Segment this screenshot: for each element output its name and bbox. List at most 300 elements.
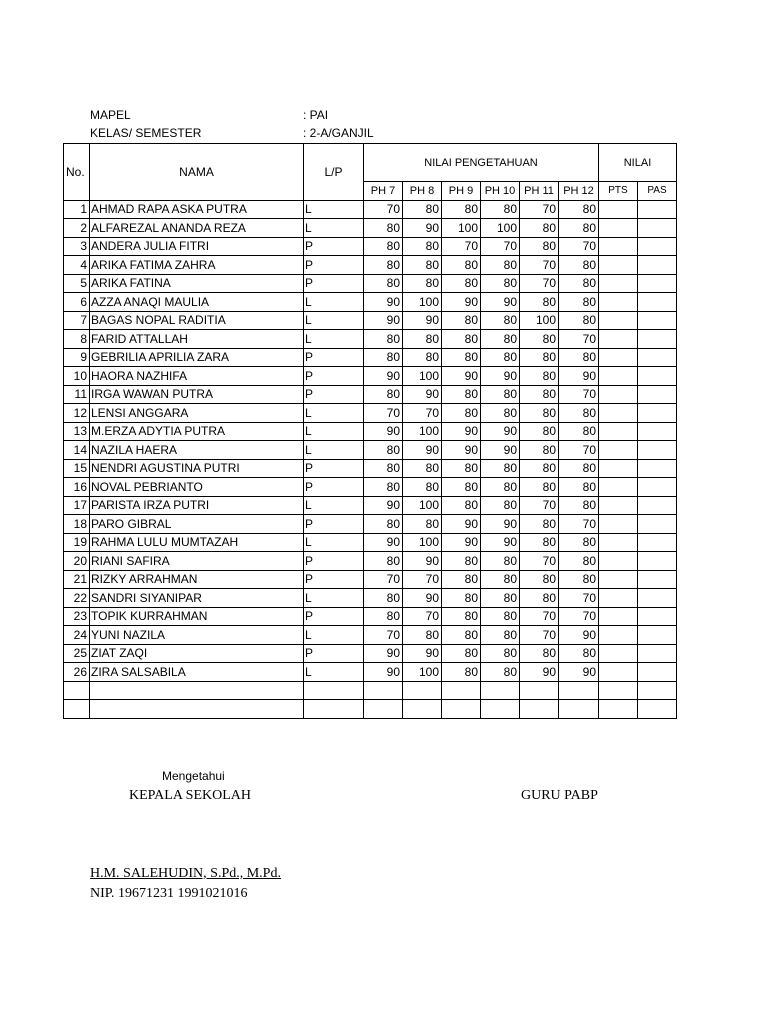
ph-score-cell: 70 [559, 385, 599, 404]
pts-cell [599, 663, 638, 682]
ph-score-cell: 90 [364, 311, 403, 330]
empty-cell [304, 700, 364, 719]
ph-score-cell: 90 [442, 293, 481, 312]
gender-cell: P [304, 515, 364, 534]
ph-score-cell: 90 [520, 663, 559, 682]
gender-cell: L [304, 626, 364, 645]
ph-score-cell: 70 [364, 404, 403, 423]
row-number: 19 [64, 533, 90, 552]
ph-score-cell: 80 [559, 644, 599, 663]
empty-cell [442, 681, 481, 700]
pts-cell [599, 348, 638, 367]
ph-score-cell: 80 [481, 626, 520, 645]
gender-cell: P [304, 237, 364, 256]
ph-score-cell: 80 [559, 311, 599, 330]
row-number: 15 [64, 459, 90, 478]
ph-score-cell: 80 [364, 348, 403, 367]
pas-cell [638, 496, 677, 515]
row-number: 24 [64, 626, 90, 645]
guru-pabp-title: GURU PABP [521, 788, 598, 803]
empty-cell [364, 700, 403, 719]
pas-cell [638, 552, 677, 571]
table-row [64, 422, 677, 441]
ph-score-cell: 90 [403, 589, 442, 608]
pas-cell [638, 293, 677, 312]
grades-body [64, 200, 677, 718]
ph-score-cell: 70 [442, 237, 481, 256]
row-number: 26 [64, 663, 90, 682]
ph-score-cell: 80 [481, 200, 520, 219]
ph-score-cell: 80 [442, 404, 481, 423]
ph-score-cell: 80 [520, 367, 559, 386]
ph-score-cell: 80 [481, 570, 520, 589]
ph-score-cell: 80 [520, 515, 559, 534]
row-number: 20 [64, 552, 90, 571]
ph-score-cell: 90 [481, 441, 520, 460]
mengetahui-label: Mengetahui [162, 769, 225, 783]
ph-score-cell: 80 [520, 570, 559, 589]
ph-score-cell: 70 [520, 607, 559, 626]
ph-score-cell: 80 [520, 404, 559, 423]
kepala-sekolah-title: KEPALA SEKOLAH [129, 788, 251, 803]
ph-score-cell: 80 [481, 552, 520, 571]
ph-score-cell: 70 [520, 256, 559, 275]
empty-cell [599, 681, 638, 700]
ph-score-cell: 90 [403, 644, 442, 663]
empty-cell [481, 681, 520, 700]
pas-cell [638, 607, 677, 626]
ph-score-cell: 70 [364, 626, 403, 645]
ph-score-cell: 80 [364, 552, 403, 571]
ph-score-cell: 80 [403, 515, 442, 534]
ph-score-cell: 90 [481, 533, 520, 552]
pas-cell [638, 404, 677, 423]
ph-score-cell: 80 [442, 348, 481, 367]
kepala-sekolah-name: H.M. SALEHUDIN, S.Pd., M.Pd. [90, 866, 281, 881]
empty-cell [599, 700, 638, 719]
ph-score-cell: 80 [481, 607, 520, 626]
ph-score-cell: 80 [520, 533, 559, 552]
student-name: LENSI ANGGARA [90, 404, 304, 423]
pas-cell [638, 367, 677, 386]
ph-score-cell: 80 [559, 552, 599, 571]
pas-cell [638, 663, 677, 682]
gender-cell: P [304, 367, 364, 386]
ph-score-cell: 80 [559, 533, 599, 552]
row-number: 21 [64, 570, 90, 589]
ph-score-cell: 80 [364, 256, 403, 275]
ph-score-cell: 80 [481, 478, 520, 497]
ph-score-cell: 80 [520, 441, 559, 460]
ph-score-cell: 80 [481, 348, 520, 367]
pts-cell [599, 478, 638, 497]
row-number: 4 [64, 256, 90, 275]
gender-cell: L [304, 589, 364, 608]
ph-score-cell: 80 [559, 422, 599, 441]
ph-score-cell: 70 [403, 570, 442, 589]
ph-score-cell: 90 [364, 533, 403, 552]
student-name: NOVAL PEBRIANTO [90, 478, 304, 497]
student-name: ARIKA FATINA [90, 274, 304, 293]
ph-score-cell: 90 [364, 367, 403, 386]
ph-score-cell: 90 [481, 515, 520, 534]
gender-cell: L [304, 330, 364, 349]
ph-score-cell: 80 [442, 385, 481, 404]
pas-cell [638, 385, 677, 404]
table-row [64, 348, 677, 367]
student-name: BAGAS NOPAL RADITIA [90, 311, 304, 330]
pas-cell [638, 330, 677, 349]
student-name: ZIRA SALSABILA [90, 663, 304, 682]
gender-cell: P [304, 274, 364, 293]
empty-cell [559, 700, 599, 719]
row-number: 13 [64, 422, 90, 441]
ph-score-cell: 90 [364, 663, 403, 682]
ph-score-cell: 80 [559, 293, 599, 312]
ph-score-cell: 80 [403, 237, 442, 256]
row-number: 10 [64, 367, 90, 386]
header-lp: L/P [304, 144, 364, 201]
pts-cell [599, 274, 638, 293]
ph-score-cell: 80 [364, 237, 403, 256]
pas-cell [638, 256, 677, 275]
ph-score-cell: 80 [364, 478, 403, 497]
empty-cell [442, 700, 481, 719]
ph-score-cell: 70 [559, 441, 599, 460]
table-row [64, 330, 677, 349]
student-name: NENDRI AGUSTINA PUTRI [90, 459, 304, 478]
pts-cell [599, 311, 638, 330]
empty-cell [403, 700, 442, 719]
row-number: 25 [64, 644, 90, 663]
student-name: NAZILA HAERA [90, 441, 304, 460]
ph-score-cell: 80 [481, 589, 520, 608]
table-row [64, 644, 677, 663]
ph-score-cell: 70 [559, 330, 599, 349]
ph-score-cell: 90 [403, 385, 442, 404]
pas-cell [638, 644, 677, 663]
table-row [64, 293, 677, 312]
row-number: 8 [64, 330, 90, 349]
pts-cell [599, 607, 638, 626]
ph-score-cell: 70 [364, 200, 403, 219]
row-number: 7 [64, 311, 90, 330]
student-name: AZZA ANAQI MAULIA [90, 293, 304, 312]
pts-cell [599, 552, 638, 571]
pts-cell [599, 626, 638, 645]
pts-cell [599, 459, 638, 478]
ph-score-cell: 80 [481, 404, 520, 423]
ph-score-cell: 70 [364, 570, 403, 589]
ph-score-cell: 90 [364, 293, 403, 312]
row-number: 1 [64, 200, 90, 219]
ph-score-cell: 90 [403, 441, 442, 460]
ph-score-cell: 90 [481, 422, 520, 441]
header-ph-3: PH 9 [442, 182, 481, 201]
ph-score-cell: 80 [442, 478, 481, 497]
ph-score-cell: 80 [403, 330, 442, 349]
student-name: ANDERA JULIA FITRI [90, 237, 304, 256]
ph-score-cell: 80 [481, 459, 520, 478]
ph-score-cell: 80 [559, 404, 599, 423]
table-row [64, 626, 677, 645]
ph-score-cell: 80 [481, 330, 520, 349]
grades-table [63, 143, 677, 719]
ph-score-cell: 80 [442, 256, 481, 275]
row-number: 16 [64, 478, 90, 497]
ph-score-cell: 100 [403, 367, 442, 386]
pas-cell [638, 311, 677, 330]
ph-score-cell: 100 [520, 311, 559, 330]
table-row [64, 607, 677, 626]
ph-score-cell: 80 [559, 570, 599, 589]
ph-score-cell: 80 [559, 200, 599, 219]
gender-cell: P [304, 256, 364, 275]
ph-score-cell: 80 [403, 274, 442, 293]
ph-score-cell: 100 [403, 293, 442, 312]
ph-score-cell: 90 [364, 496, 403, 515]
empty-cell [304, 681, 364, 700]
ph-score-cell: 90 [442, 422, 481, 441]
ph-score-cell: 90 [481, 367, 520, 386]
ph-score-cell: 80 [520, 385, 559, 404]
pas-cell [638, 348, 677, 367]
ph-score-cell: 70 [559, 607, 599, 626]
table-row [64, 274, 677, 293]
gender-cell: L [304, 219, 364, 238]
ph-score-cell: 90 [559, 663, 599, 682]
pas-cell [638, 589, 677, 608]
gender-cell: L [304, 441, 364, 460]
ph-score-cell: 80 [442, 589, 481, 608]
header-ph-2: PH 8 [403, 182, 442, 201]
gender-cell: P [304, 552, 364, 571]
gender-cell: L [304, 293, 364, 312]
ph-score-cell: 90 [481, 293, 520, 312]
row-number: 18 [64, 515, 90, 534]
ph-score-cell: 80 [559, 478, 599, 497]
student-name: ZIAT ZAQI [90, 644, 304, 663]
pts-cell [599, 385, 638, 404]
ph-score-cell: 100 [442, 219, 481, 238]
empty-cell [90, 681, 304, 700]
table-row [64, 385, 677, 404]
pas-cell [638, 459, 677, 478]
row-number: 6 [64, 293, 90, 312]
table-row [64, 311, 677, 330]
pas-cell [638, 570, 677, 589]
mapel-value: : PAI [303, 108, 329, 122]
student-name: ARIKA FATIMA ZAHRA [90, 256, 304, 275]
gender-cell: L [304, 422, 364, 441]
gender-cell: L [304, 404, 364, 423]
header-pts: PTS [599, 182, 638, 201]
ph-score-cell: 80 [403, 348, 442, 367]
pts-cell [599, 422, 638, 441]
gender-cell: P [304, 459, 364, 478]
ph-score-cell: 70 [403, 404, 442, 423]
ph-score-cell: 80 [520, 330, 559, 349]
header-ph-5: PH 11 [520, 182, 559, 201]
ph-score-cell: 80 [364, 219, 403, 238]
header-pas: PAS [638, 182, 677, 201]
ph-score-cell: 80 [442, 607, 481, 626]
ph-score-cell: 90 [442, 441, 481, 460]
ph-score-cell: 80 [403, 459, 442, 478]
kelas-label: KELAS/ SEMESTER [90, 126, 202, 140]
pts-cell [599, 404, 638, 423]
table-row [64, 552, 677, 571]
ph-score-cell: 80 [364, 589, 403, 608]
empty-row [64, 681, 677, 700]
pts-cell [599, 533, 638, 552]
ph-score-cell: 70 [559, 515, 599, 534]
ph-score-cell: 80 [442, 200, 481, 219]
gender-cell: P [304, 644, 364, 663]
mapel-label: MAPEL [90, 108, 131, 122]
student-name: AHMAD RAPA ASKA PUTRA [90, 200, 304, 219]
table-row [64, 256, 677, 275]
ph-score-cell: 80 [520, 422, 559, 441]
row-number: 12 [64, 404, 90, 423]
table-row [64, 533, 677, 552]
empty-cell [64, 681, 90, 700]
student-name: IRGA WAWAN PUTRA [90, 385, 304, 404]
pts-cell [599, 293, 638, 312]
ph-score-cell: 80 [364, 385, 403, 404]
pas-cell [638, 626, 677, 645]
pas-cell [638, 533, 677, 552]
header-nilai: NILAI [599, 144, 677, 182]
ph-score-cell: 80 [403, 200, 442, 219]
ph-score-cell: 80 [364, 441, 403, 460]
ph-score-cell: 90 [403, 311, 442, 330]
student-name: RAHMA LULU MUMTAZAH [90, 533, 304, 552]
ph-score-cell: 80 [559, 256, 599, 275]
header-ph-1: PH 7 [364, 182, 403, 201]
ph-score-cell: 80 [403, 478, 442, 497]
gender-cell: P [304, 570, 364, 589]
student-name: TOPIK KURRAHMAN [90, 607, 304, 626]
pts-cell [599, 570, 638, 589]
ph-score-cell: 80 [481, 274, 520, 293]
ph-score-cell: 80 [520, 237, 559, 256]
pts-cell [599, 367, 638, 386]
pas-cell [638, 237, 677, 256]
empty-cell [364, 681, 403, 700]
ph-score-cell: 80 [520, 589, 559, 608]
ph-score-cell: 80 [520, 478, 559, 497]
ph-score-cell: 90 [442, 515, 481, 534]
pas-cell [638, 219, 677, 238]
gender-cell: P [304, 478, 364, 497]
ph-score-cell: 70 [520, 552, 559, 571]
ph-score-cell: 80 [481, 644, 520, 663]
student-name: RIZKY ARRAHMAN [90, 570, 304, 589]
ph-score-cell: 70 [520, 496, 559, 515]
ph-score-cell: 90 [559, 367, 599, 386]
ph-score-cell: 70 [559, 589, 599, 608]
ph-score-cell: 70 [520, 274, 559, 293]
ph-score-cell: 80 [442, 496, 481, 515]
ph-score-cell: 80 [559, 219, 599, 238]
ph-score-cell: 80 [442, 274, 481, 293]
student-name: M.ERZA ADYTIA PUTRA [90, 422, 304, 441]
kelas-value: : 2-A/GANJIL [303, 126, 374, 140]
ph-score-cell: 90 [403, 219, 442, 238]
empty-row [64, 700, 677, 719]
empty-cell [638, 700, 677, 719]
student-name: PARISTA IRZA PUTRI [90, 496, 304, 515]
ph-score-cell: 90 [559, 626, 599, 645]
row-number: 2 [64, 219, 90, 238]
pas-cell [638, 515, 677, 534]
ph-score-cell: 90 [442, 367, 481, 386]
ph-score-cell: 70 [403, 607, 442, 626]
table-row [64, 404, 677, 423]
ph-score-cell: 80 [481, 256, 520, 275]
ph-score-cell: 80 [364, 515, 403, 534]
ph-score-cell: 90 [403, 552, 442, 571]
pts-cell [599, 515, 638, 534]
ph-score-cell: 80 [364, 330, 403, 349]
header-no: No. [64, 144, 90, 201]
row-number: 23 [64, 607, 90, 626]
ph-score-cell: 80 [364, 274, 403, 293]
gender-cell: P [304, 607, 364, 626]
student-name: FARID ATTALLAH [90, 330, 304, 349]
ph-score-cell: 80 [559, 459, 599, 478]
ph-score-cell: 80 [520, 219, 559, 238]
gender-cell: P [304, 348, 364, 367]
ph-score-cell: 70 [481, 237, 520, 256]
ph-score-cell: 90 [442, 533, 481, 552]
pts-cell [599, 200, 638, 219]
empty-cell [638, 681, 677, 700]
pas-cell [638, 478, 677, 497]
ph-score-cell: 70 [520, 626, 559, 645]
empty-cell [90, 700, 304, 719]
ph-score-cell: 80 [442, 330, 481, 349]
ph-score-cell: 80 [520, 348, 559, 367]
pts-cell [599, 589, 638, 608]
header-ph-4: PH 10 [481, 182, 520, 201]
ph-score-cell: 80 [442, 311, 481, 330]
gender-cell: P [304, 385, 364, 404]
table-row [64, 441, 677, 460]
student-name: RIANI SAFIRA [90, 552, 304, 571]
ph-score-cell: 80 [481, 385, 520, 404]
gender-cell: L [304, 496, 364, 515]
ph-score-cell: 80 [364, 459, 403, 478]
table-row [64, 200, 677, 219]
ph-score-cell: 80 [520, 459, 559, 478]
student-name: GEBRILIA APRILIA ZARA [90, 348, 304, 367]
pas-cell [638, 200, 677, 219]
ph-score-cell: 80 [442, 570, 481, 589]
empty-cell [520, 700, 559, 719]
ph-score-cell: 80 [481, 496, 520, 515]
table-row [64, 663, 677, 682]
ph-score-cell: 80 [364, 607, 403, 626]
ph-score-cell: 100 [403, 422, 442, 441]
ph-score-cell: 80 [442, 459, 481, 478]
student-name: SANDRI SIYANIPAR [90, 589, 304, 608]
gender-cell: L [304, 200, 364, 219]
ph-score-cell: 80 [442, 626, 481, 645]
student-name: ALFAREZAL ANANDA REZA [90, 219, 304, 238]
row-number: 17 [64, 496, 90, 515]
